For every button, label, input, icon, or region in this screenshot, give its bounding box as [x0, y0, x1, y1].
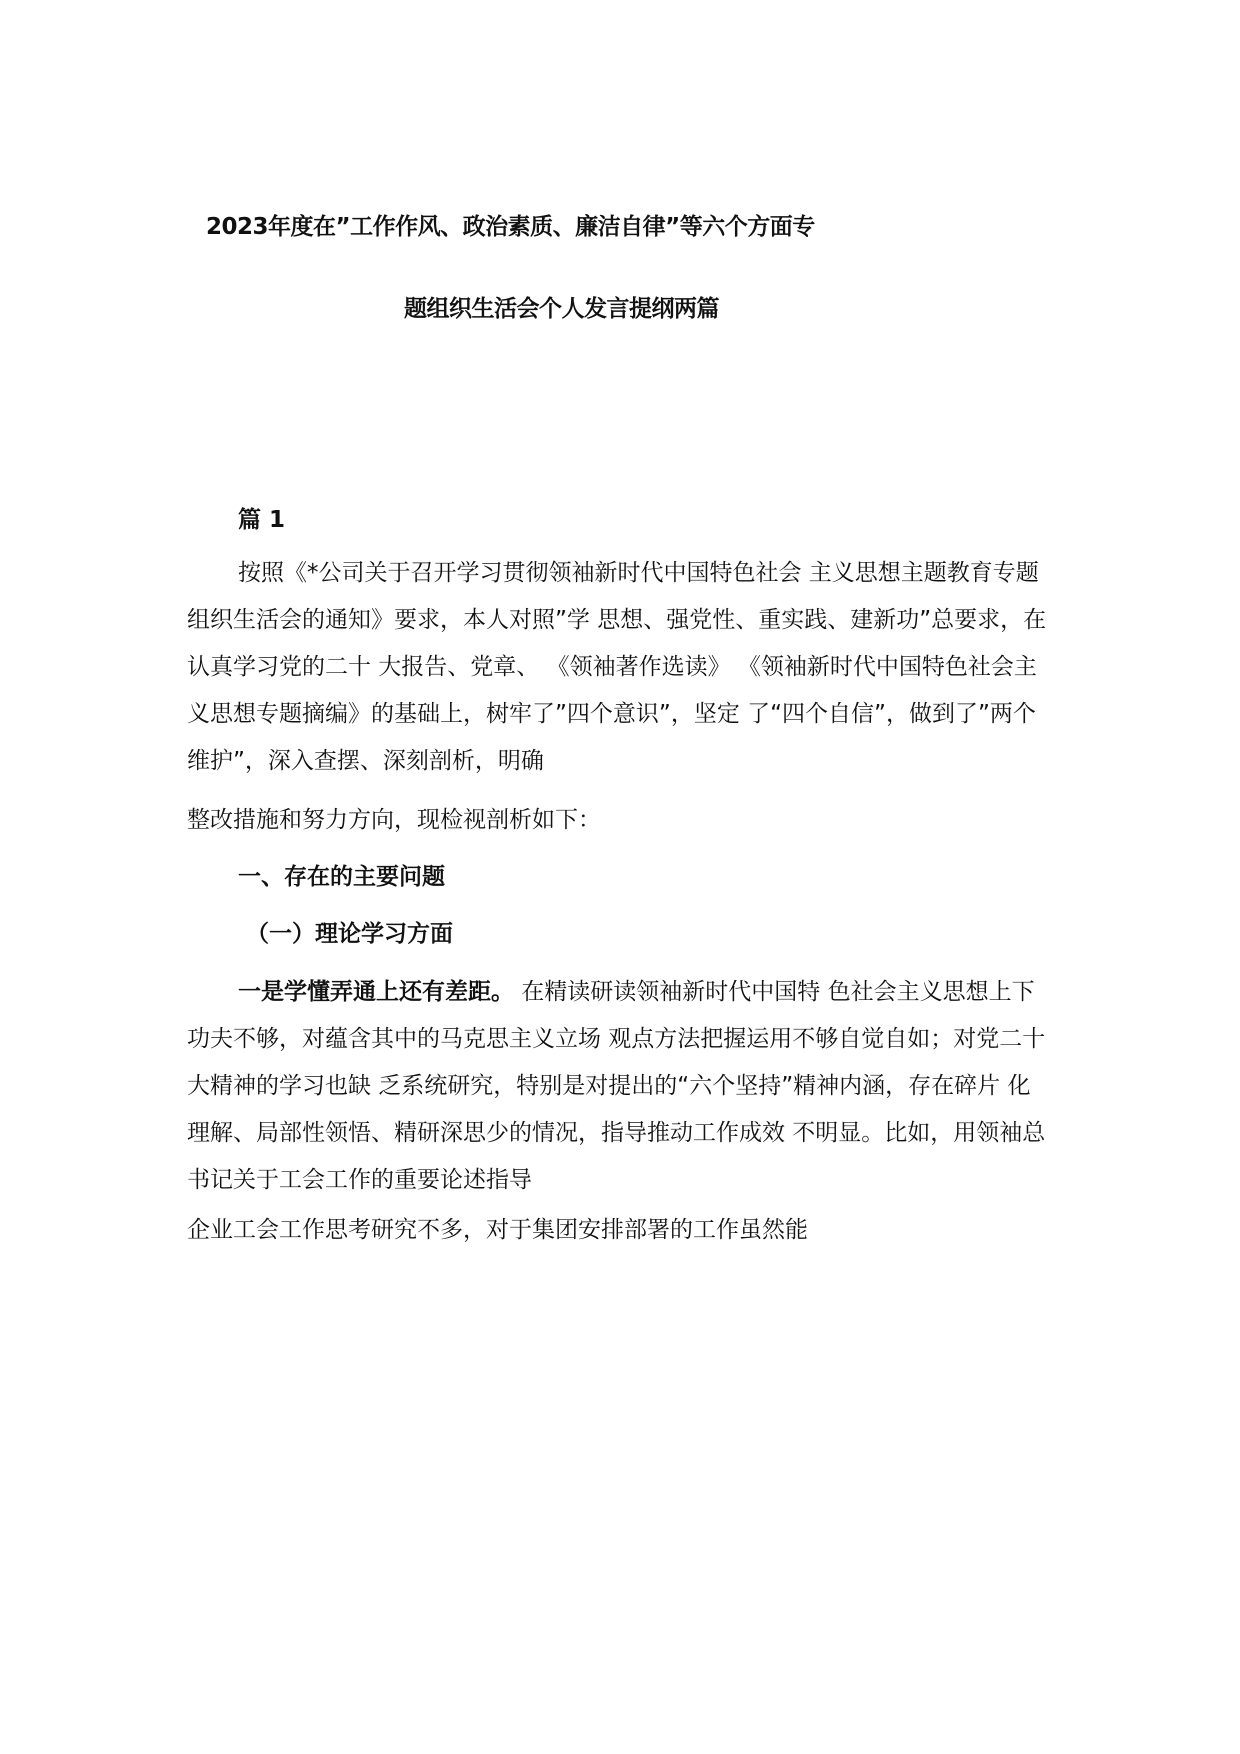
body-paragraph-1: 按照《*公司关于召开学习贯彻领袖新时代中国特色社会 主义思想主题教育专题组织生活会的通知》要求，本人对照”学 思想、强党性、重实践、建新功”总要求，在认真学习党的二十 大报告、党章、 《领袖著作选读》 《领袖新时代中国特色社会主义思想专题摘编》的基础上，树牢了”四个意识”，坚定 了“四个自信”，做到了”两个维护”，深入查摆、深刻剖析，明确 [187, 560, 1047, 774]
document-title-line-2: 题组织生活会个人发言提纲两篇 [404, 296, 719, 322]
body-paragraph-4: 企业工会工作思考研究不多，对于集团安排部署的工作虽然能 [187, 1217, 808, 1243]
body-paragraph-2: 整改措施和努力方向，现检视剖析如下： [187, 807, 601, 833]
heading-main-problems: 一、存在的主要问题 [238, 864, 445, 890]
heading-theory-study: （一）理论学习方面 [246, 921, 453, 947]
body-paragraph-3 [187, 969, 1053, 1204]
paragraph-body-text: 在精读研读领袖新时代中国特 色社会主义思想上下功夫不够，对蕴含其中的马克思主义立场 观点方法把握运用不够自觉自如；对党二十大精神的学习也缺 乏系统研究，特别是对提出的“六个坚持”精神内涵，存在碎片 化理解、局部性领悟、精研深思少的情况，指导推动工作成效 不明显。比如，用领袖总书记关于工会工作的重要论述指导 [187, 979, 1046, 1193]
section-label: 篇 1 [238, 507, 286, 533]
document-title-line-1: 2023年度在”工作作风、政治素质、廉洁自律”等六个方面专 [206, 214, 815, 240]
paragraph-lead-sentence: 一是学懂弄通上还有差距。 [238, 979, 514, 1005]
